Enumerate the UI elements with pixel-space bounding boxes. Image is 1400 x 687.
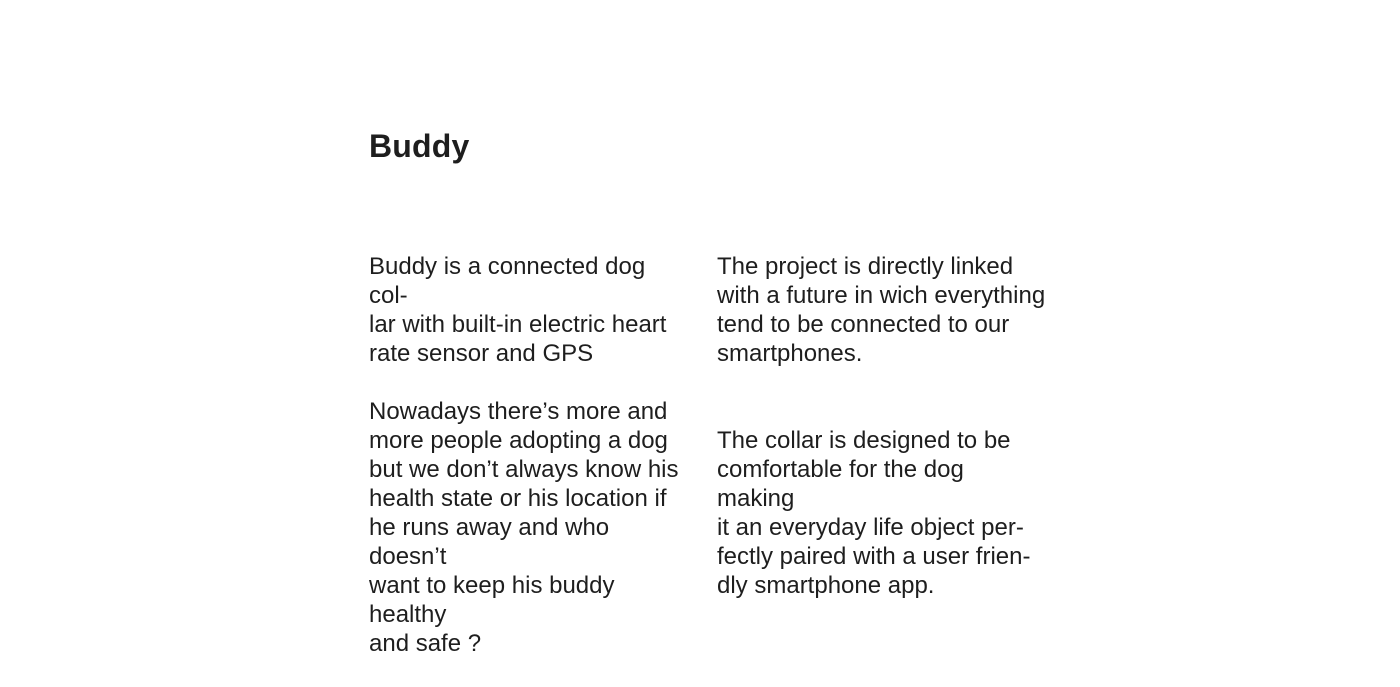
page-title: Buddy [369, 128, 470, 164]
left-text-column [369, 223, 689, 687]
motivation-paragraph: Nowadays there’s more and more people adopting a dog but we don’t always know his health state or his location if he runs away and who doesn’t want to keep his buddy healthy and safe ? [369, 398, 679, 657]
project-paragraph: The project is directly linked with a future in wich everything tend to be connected to our smartphones. [717, 253, 1046, 367]
intro-paragraph: Buddy is a connected dog col- lar with built-in electric heart rate sensor and GPS [369, 253, 667, 367]
design-paragraph: The collar is designed to be comfortable for the dog making it an everyday life object per- fectly paired with a user frien- dly smartphone app. [717, 427, 1031, 599]
right-text-column [717, 223, 1047, 629]
